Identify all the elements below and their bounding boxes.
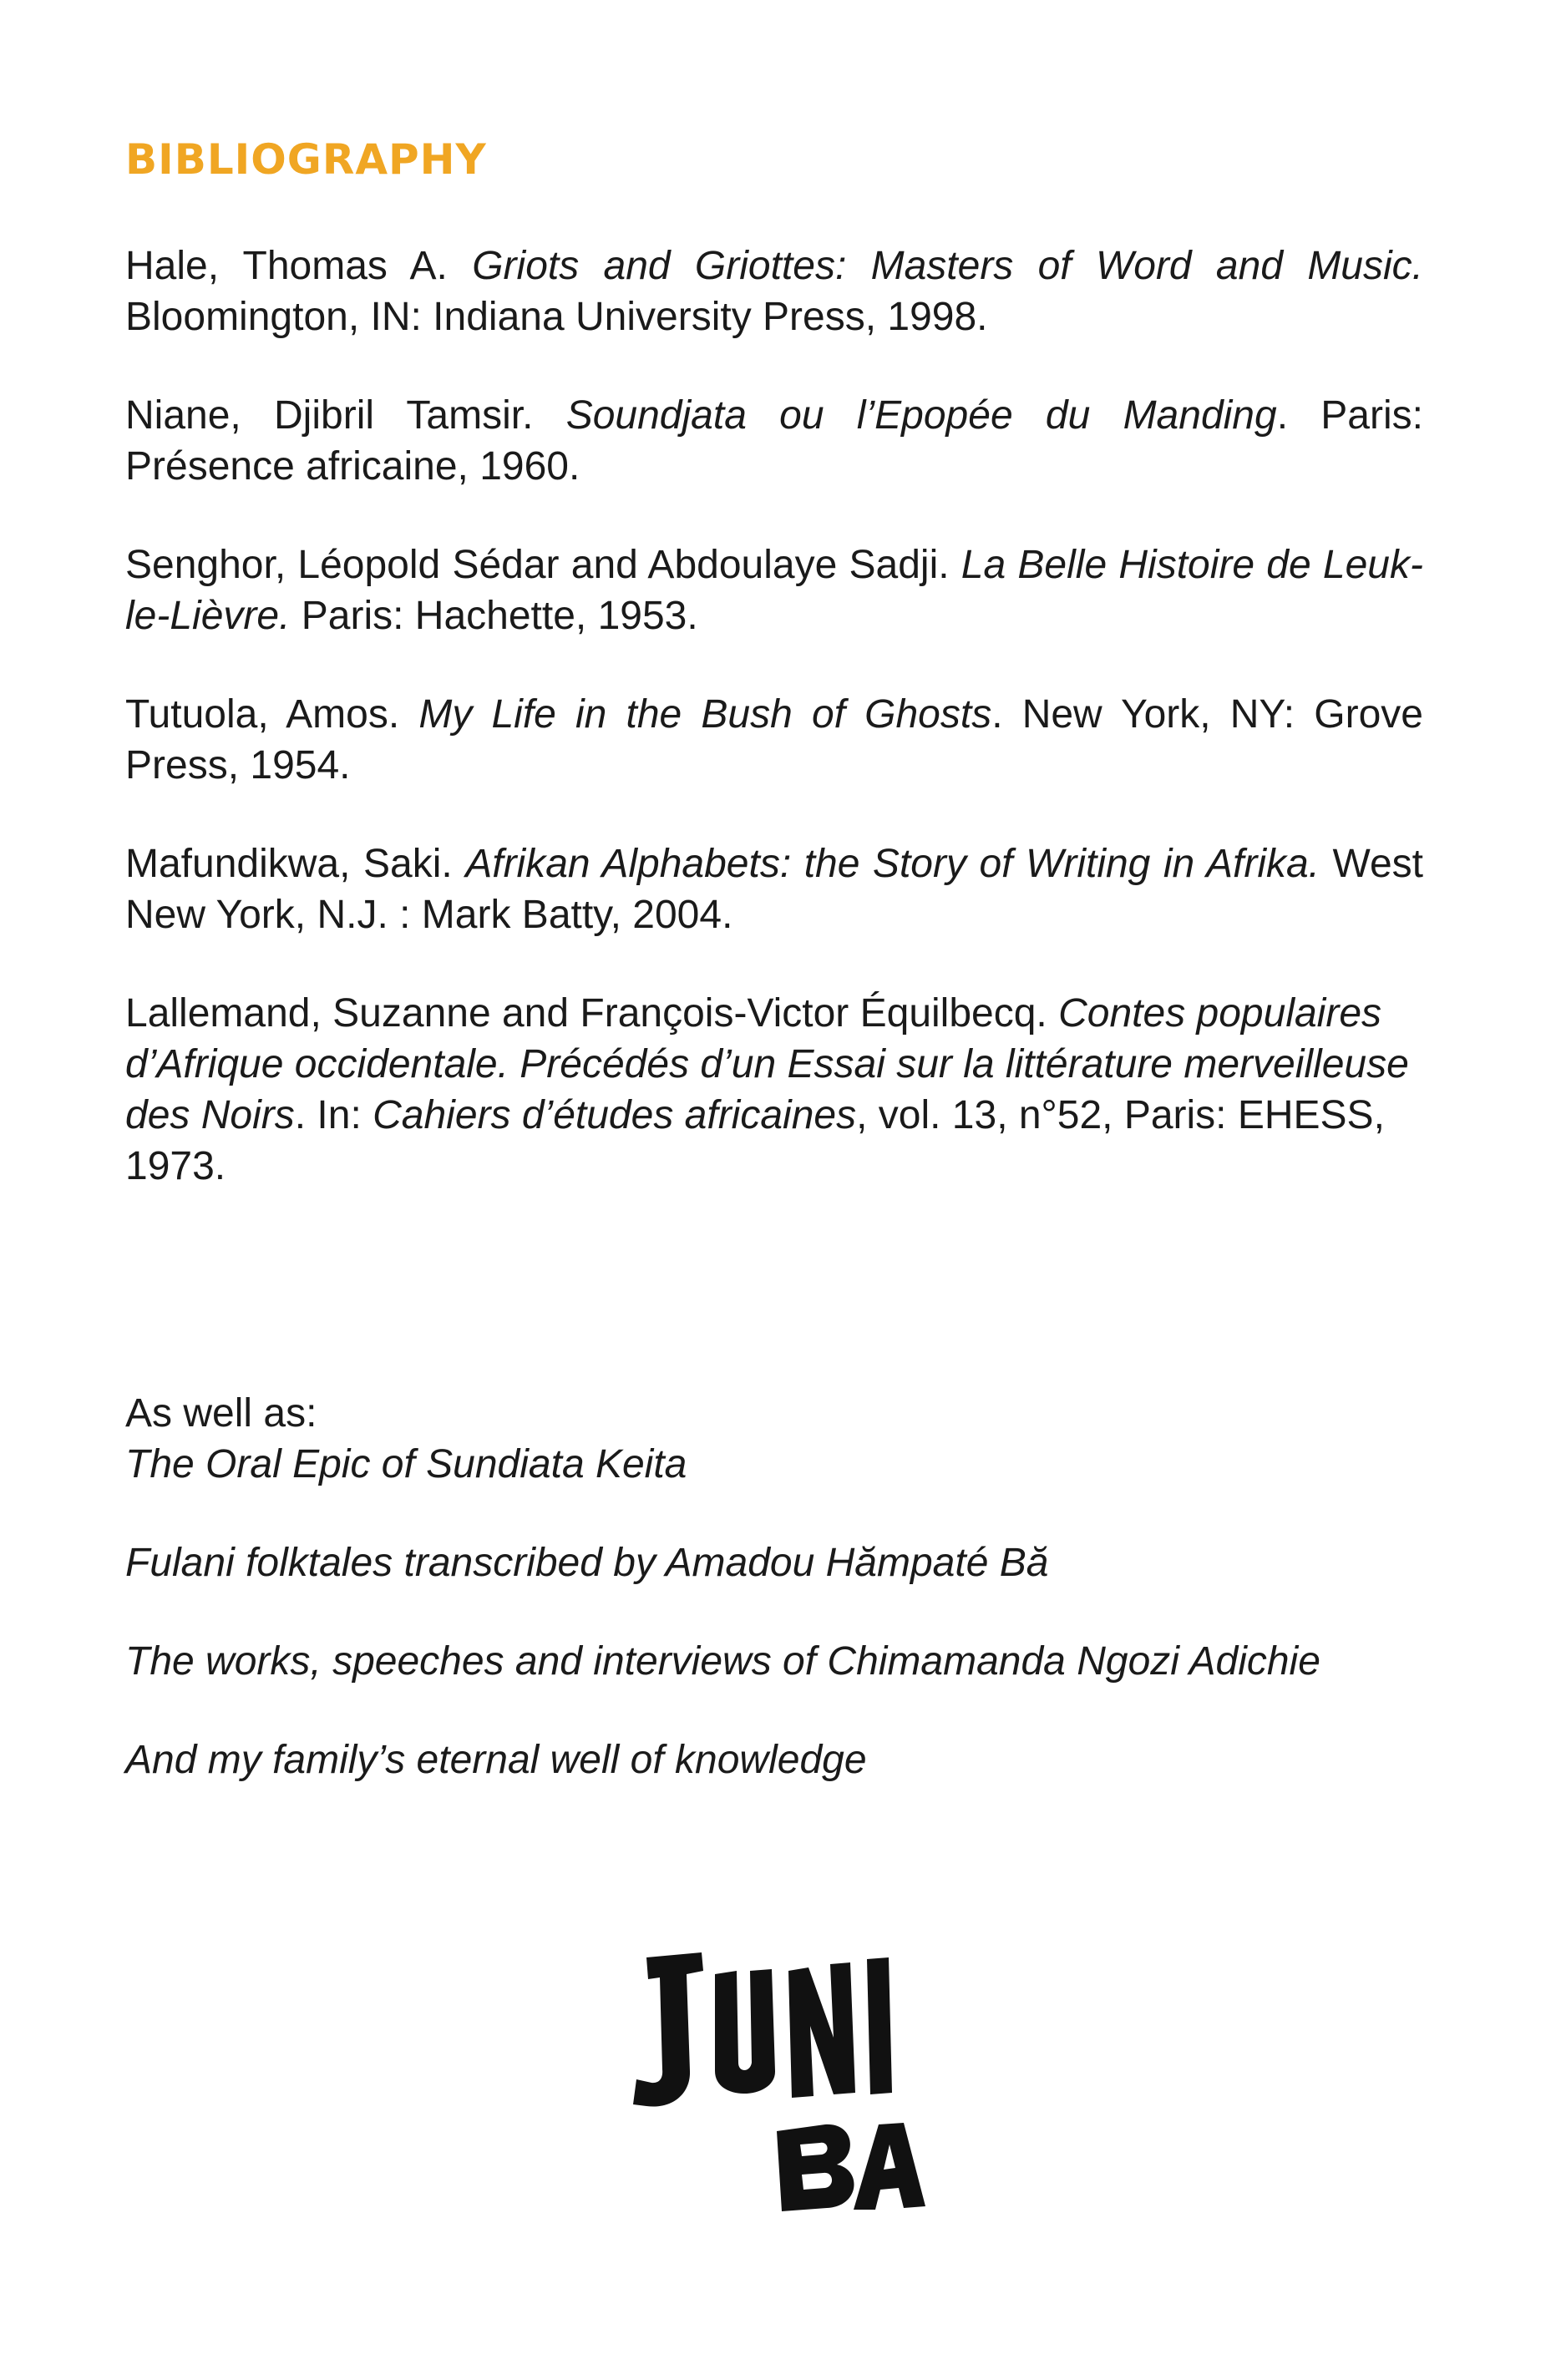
reference-entry-senghor: Senghor, Léopold Sédar and Abdoulaye Sadji. La Belle Histoire de Leuk-le-Lièvre. Paris: Hachette, 1953. <box>125 543 1423 638</box>
reference-title: Griots and Griottes: Masters of Word and Music. <box>472 244 1423 288</box>
reference-entry-mafundikwa: Mafundikwa, Saki. Afrikan Alphabets: the Story of Writing in Afrika. West New York, N.J. : Mark Batty, 2004. <box>125 842 1424 937</box>
reference-entry-tutuola: Tutuola, Amos. My Life in the Bush of Ghosts. New York, NY: Grove Press, 1954. <box>125 692 1423 787</box>
juni-ba-signature-logo <box>628 1946 930 2213</box>
reference-title: Afrikan Alphabets: the Story of Writing in Afrika. <box>465 842 1320 886</box>
reference-entry-lallemand: Lallemand, Suzanne and François-Victor Équilbecq. Contes populaires d’Afrique occidentale. Précédés d’un Essai sur la littérature merveilleuse des Noirs. In: Cahiers d’études africaines, vol. 13, n°52, Paris: EHESS, 1973. <box>125 991 1409 1188</box>
additional-source-item: The Oral Epic of Sundiata Keita <box>125 1442 687 1486</box>
additional-source-item: And my family’s eternal well of knowledge <box>125 1738 867 1782</box>
additional-source-item: Fulani folktales transcribed by Amadou Hămpaté Bă <box>125 1541 1049 1585</box>
reference-title: Contes populaires d’Afrique occidentale. Précédés d’un Essai sur la littérature merveilleuse des Noirs <box>125 991 1409 1137</box>
reference-journal: Cahiers d’études africaines <box>373 1093 857 1137</box>
additional-sources-intro: As well as: <box>125 1391 317 1436</box>
reference-entry-niane: Niane, Djibril Tamsir. Soundjata ou l’Epopée du Manding. Paris: Présence africaine, 1960. <box>125 393 1423 489</box>
reference-title: My Life in the Bush of Ghosts <box>418 692 992 737</box>
reference-title: La Belle Histoire de Leuk-le-Lièvre. <box>125 543 1423 638</box>
reference-title: Soundjata ou l’Epopée du Manding <box>565 393 1277 438</box>
reference-list <box>125 241 1423 1239</box>
page-heading: BIBLIOGRAPHY <box>125 135 487 184</box>
reference-entry-hale: Hale, Thomas A. Griots and Griottes: Masters of Word and Music. Bloomington, IN: Indiana University Press, 1998. <box>125 244 1423 339</box>
additional-sources <box>125 1388 1423 1785</box>
additional-source-item: The works, speeches and interviews of Chimamanda Ngozi Adichie <box>125 1639 1320 1684</box>
